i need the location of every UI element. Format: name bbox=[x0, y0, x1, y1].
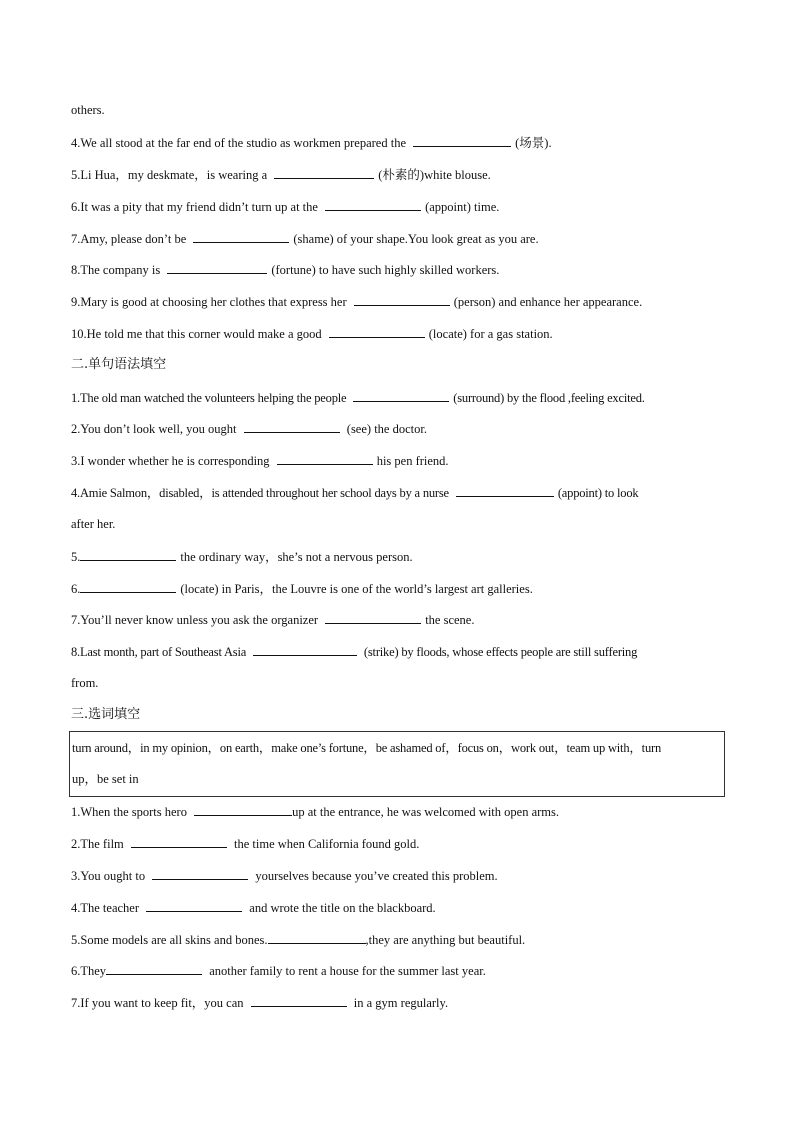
question-text: 4.We all stood at the far end of the studio as workmen prepared the bbox=[71, 136, 410, 150]
question-text: yourselves because you’ve created this problem. bbox=[252, 869, 498, 883]
question-text: 2.You don’t look well, you ought bbox=[71, 422, 240, 436]
question-5 bbox=[71, 166, 725, 183]
answer-blank[interactable] bbox=[193, 230, 289, 243]
word-bank-line: turn around，in my opinion，on earth，make one’s fortune，be ashamed of，focus on，work out，team up with，turn bbox=[72, 741, 662, 755]
answer-blank[interactable] bbox=[244, 420, 340, 433]
question-text: (场景). bbox=[515, 136, 552, 150]
section-heading: 二.单句语法填空 bbox=[71, 357, 167, 372]
answer-blank[interactable] bbox=[456, 484, 554, 497]
question-4 bbox=[71, 484, 725, 501]
answer-blank[interactable] bbox=[251, 994, 347, 1007]
question-6 bbox=[71, 198, 725, 215]
question-text: 4.Amie Salmon，disabled，is attended throughout her school days by a nurse bbox=[71, 486, 452, 500]
question-text: (appoint) time. bbox=[425, 200, 500, 214]
word-bank-box bbox=[69, 731, 725, 797]
question-text: 1.The old man watched the volunteers helping the people bbox=[71, 391, 350, 405]
question-text: (person) and enhance her appearance. bbox=[453, 295, 643, 309]
answer-blank[interactable] bbox=[131, 835, 227, 848]
question-6 bbox=[71, 962, 725, 979]
answer-blank[interactable] bbox=[277, 452, 373, 465]
question-10 bbox=[71, 325, 725, 342]
answer-blank[interactable] bbox=[413, 134, 511, 147]
question-text: the scene. bbox=[425, 613, 475, 627]
answer-blank[interactable] bbox=[268, 931, 366, 944]
question-text: (fortune) to have such highly skilled workers. bbox=[271, 263, 500, 277]
question-text: and wrote the title on the blackboard. bbox=[246, 901, 436, 915]
question-text: 2.The film bbox=[71, 837, 127, 851]
question-text: the ordinary way，she’s not a nervous person. bbox=[180, 550, 413, 564]
question-text: (locate) for a gas station. bbox=[428, 327, 553, 341]
question-text: 6. bbox=[71, 582, 81, 596]
question-4 bbox=[71, 899, 725, 916]
answer-blank[interactable] bbox=[274, 166, 374, 179]
question-text: in a gym regularly. bbox=[350, 996, 449, 1010]
question-2 bbox=[71, 835, 725, 852]
question-text: (朴素的)white blouse. bbox=[378, 168, 491, 182]
question-text: 9.Mary is good at choosing her clothes that express her bbox=[71, 295, 350, 309]
word-bank-line: up，be set in bbox=[72, 772, 139, 786]
question-text: his pen friend. bbox=[376, 454, 449, 468]
answer-blank[interactable] bbox=[253, 643, 357, 656]
question-text: 4.The teacher bbox=[71, 901, 143, 915]
question-text: (shame) of your shape.You look great as you are. bbox=[293, 232, 539, 246]
question-8 bbox=[71, 261, 725, 278]
answer-blank[interactable] bbox=[80, 580, 176, 593]
question-text: 8.The company is bbox=[71, 263, 164, 277]
answer-blank[interactable] bbox=[80, 548, 176, 561]
question-text: 1.When the sports hero bbox=[71, 805, 191, 819]
question-text: 7.You’ll never know unless you ask the organizer bbox=[71, 613, 322, 627]
question-text: (see) the doctor. bbox=[343, 422, 427, 436]
question-5 bbox=[71, 548, 725, 565]
answer-blank[interactable] bbox=[354, 293, 450, 306]
question-3 bbox=[71, 867, 725, 884]
question-9 bbox=[71, 293, 725, 310]
question-text: (strike) by floods, whose effects people are still suffering bbox=[361, 645, 638, 659]
answer-blank[interactable] bbox=[325, 611, 421, 624]
answer-blank[interactable] bbox=[146, 899, 242, 912]
question-5 bbox=[71, 931, 725, 948]
question-1 bbox=[71, 803, 725, 820]
question-text: (appoint) to look bbox=[557, 486, 639, 500]
text-line: others. bbox=[71, 103, 105, 117]
question-text: ,they are anything but beautiful. bbox=[365, 933, 526, 947]
section-heading: 三.选词填空 bbox=[71, 707, 141, 722]
question-text: 5.Some models are all skins and bones. bbox=[71, 933, 268, 947]
text-line: after her. bbox=[71, 517, 116, 531]
question-7 bbox=[71, 230, 725, 247]
question-text: the time when California found gold. bbox=[230, 837, 420, 851]
question-text: 3.You ought to bbox=[71, 869, 149, 883]
question-text: 7.If you want to keep fit，you can bbox=[71, 996, 247, 1010]
question-text: (locate) in Paris，the Louvre is one of the world’s largest art galleries. bbox=[180, 582, 533, 596]
answer-blank[interactable] bbox=[152, 867, 248, 880]
question-text: another family to rent a house for the summer last year. bbox=[206, 964, 486, 978]
question-text: 5.Li Hua，my deskmate，is wearing a bbox=[71, 168, 271, 182]
question-4 bbox=[71, 134, 725, 151]
question-text: (surround) by the flood ,feeling excited. bbox=[453, 391, 645, 405]
question-text: 8.Last month, part of Southeast Asia bbox=[71, 645, 249, 659]
question-text: 10.He told me that this corner would make a good bbox=[71, 327, 325, 341]
answer-blank[interactable] bbox=[325, 198, 421, 211]
question-text: 7.Amy, please don’t be bbox=[71, 232, 190, 246]
answer-blank[interactable] bbox=[167, 261, 267, 274]
question-text: 5. bbox=[71, 550, 81, 564]
answer-blank[interactable] bbox=[106, 962, 202, 975]
question-text: up at the entrance, he was welcomed with open arms. bbox=[292, 805, 559, 819]
question-8 bbox=[71, 643, 725, 660]
text-line: from. bbox=[71, 676, 99, 690]
question-7 bbox=[71, 611, 725, 628]
answer-blank[interactable] bbox=[353, 389, 449, 402]
question-text: 3.I wonder whether he is corresponding bbox=[71, 454, 273, 468]
question-2 bbox=[71, 420, 725, 437]
question-7 bbox=[71, 994, 725, 1011]
question-3 bbox=[71, 452, 725, 469]
answer-blank[interactable] bbox=[329, 325, 425, 338]
question-text: 6.It was a pity that my friend didn’t turn up at the bbox=[71, 200, 322, 214]
question-text: 6.They bbox=[71, 964, 107, 978]
answer-blank[interactable] bbox=[194, 803, 292, 816]
question-1 bbox=[71, 389, 725, 406]
question-6 bbox=[71, 580, 725, 597]
